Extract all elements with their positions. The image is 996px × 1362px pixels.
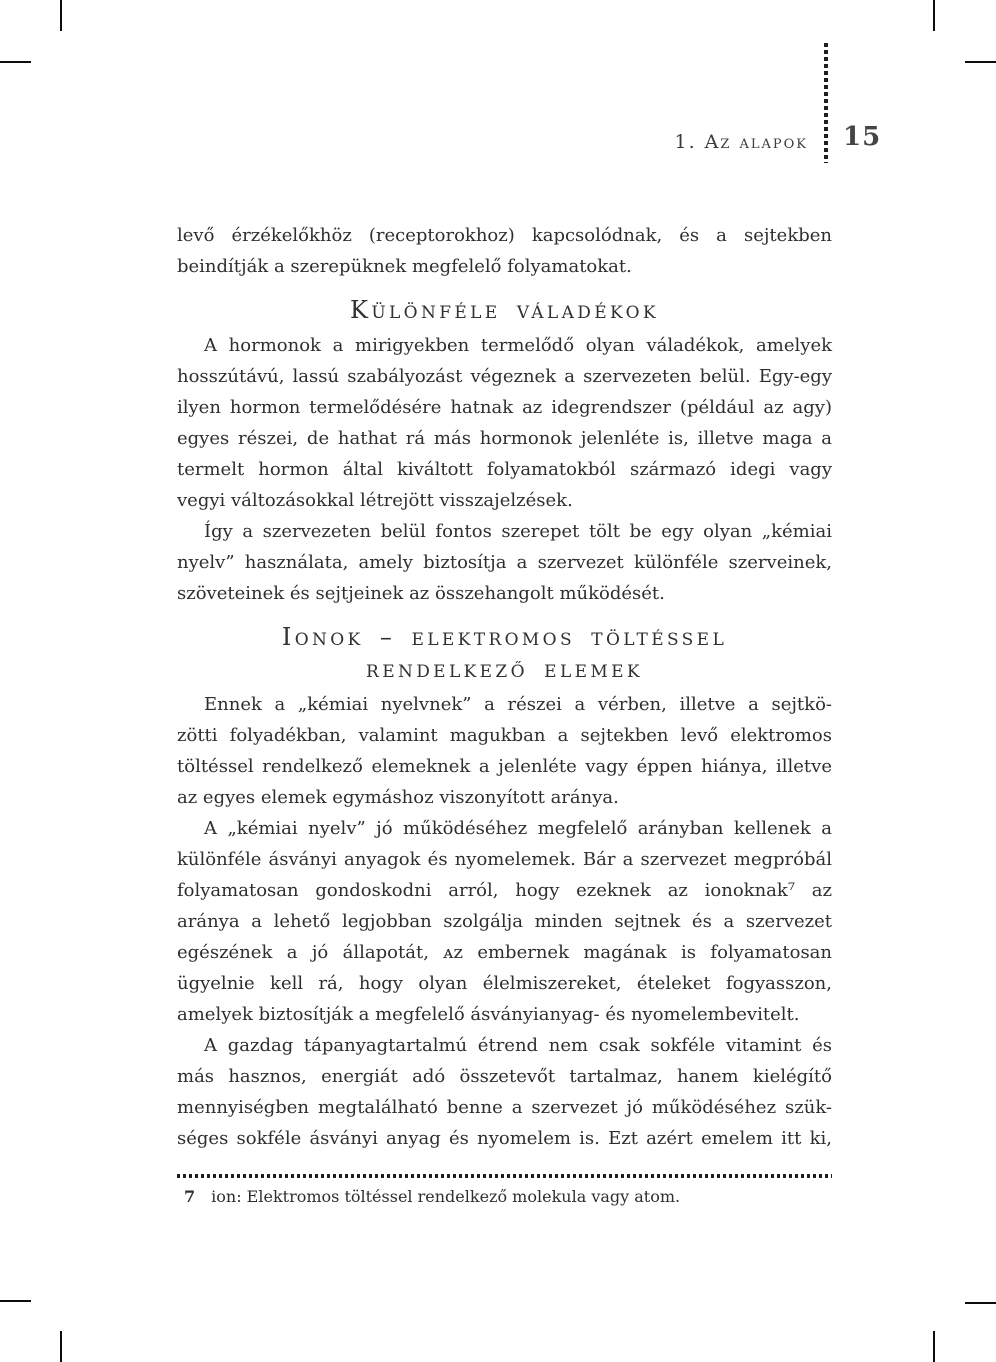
heading-line: Ionok – elektromos töltéssel [281,623,728,651]
footnote-dotted-rule [177,1174,832,1178]
footnote [177,1185,832,1209]
heading-line: rendelkező elemek [366,655,643,683]
text-line: szöveteinek és sejtjeinek az összehangolt működését. [177,583,665,604]
text-line: az egyes elemek egymáshoz viszonyított aránya. [177,787,619,808]
text-line: ügyelnie kell rá, hogy olyan élelmiszereket, ételeket fogyasszon, [177,973,832,994]
text-line: A gazdag tápanyagtartalmú étrend nem csak sokféle vitamint és [204,1035,832,1056]
text-line: termelt hormon által kiváltott folyamatokból származó idegi vagy [177,459,832,480]
text-line: A hormonok a mirigyekben termelődő olyan váladékok, amelyek [204,335,832,356]
crop-mark-bottom-right-horizontal [965,1302,996,1304]
paragraph [177,220,832,282]
text-line: levő érzékelőkhöz (receptorokhoz) kapcsolódnak, és a sejtekben [177,225,832,246]
paragraph [177,813,832,1030]
paragraph [177,516,832,609]
text-line: nyelv” használata, amely biztosítja a szervezet különféle szerveinek, [177,552,832,573]
heading-line: Különféle váladékok [350,296,659,324]
text-line: Ennek a „kémiai nyelvnek” a részei a vérben, illetve a sejtkö- [204,694,832,715]
text-line: töltéssel rendelkező elemeknek a jelenléte vagy éppen hiánya, illetve [177,756,832,777]
text-line: amelyek biztosítják a megfelelő ásványianyag- és nyomelembevitelt. [177,1004,800,1025]
paragraph [177,1030,832,1154]
text-line: mennyiségben megtalálható benne a szervezet jó működéséhez szük- [177,1097,832,1118]
text-line: vegyi változásokkal létrejött visszajelzések. [177,490,573,511]
crop-mark-top-left-horizontal [0,61,31,63]
footnote-area [177,1174,832,1209]
section-heading [177,621,832,685]
page-number: 15 [843,122,882,152]
paragraph [177,330,832,516]
crop-mark-top-right-horizontal [965,61,996,63]
text-line: Így a szervezeten belül fontos szerepet tölt be egy olyan „kémiai [204,521,832,542]
section-heading [177,294,832,326]
text-line: különféle ásványi anyagok és nyomelemek. Bár a szervezet megpróbál [177,849,832,870]
text-line: más hasznos, energiát adó összetevőt tartalmaz, hanem kielégítő [177,1066,832,1087]
text-line: hosszútávú, lassú szabályozást végeznek a szervezeten belül. Egy-egy [177,366,832,387]
text-line: séges sokféle ásványi anyag és nyomelem is. Ezt azért emelem itt ki, [177,1128,832,1149]
text-line: A „kémiai nyelv” jó működéséhez megfelelő arányban kellenek a [204,818,832,839]
paragraph [177,689,832,813]
crop-mark-top-right-vertical [933,0,935,31]
text-line: beindítják a szerepüknek megfelelő folyamatokat. [177,256,632,277]
text-line: aránya a lehető legjobban szolgálja minden sejtnek és a szervezet [177,911,832,932]
running-head-chapter: 1. Az alapok [674,131,808,153]
footnote-marker: 7 [184,1187,196,1206]
text-line: folyamatosan gondoskodni arról, hogy ezeknek az ionoknak⁷ az [177,880,832,901]
text-column [177,220,832,1154]
crop-mark-bottom-right-vertical [933,1331,935,1362]
crop-mark-bottom-left-vertical [60,1331,62,1362]
text-line: egyes részei, de hathat rá más hormonok jelenléte is, illetve maga a [177,428,832,449]
text-line: zötti folyadékban, valamint magukban a sejtekben levő elektromos [177,725,832,746]
text-line: ilyen hormon termelődésére hatnak az idegrendszer (például az agy) [177,397,832,418]
crop-mark-top-left-vertical [60,0,62,31]
text-line: egészének a jó állapotát, ᴀᴢ embernek magának is folyamatosan [177,942,832,963]
crop-mark-bottom-left-horizontal [0,1300,31,1302]
header-dotted-rule [824,43,828,163]
footnote-text: ion: Elektromos töltéssel rendelkező molekula vagy atom. [211,1187,681,1206]
